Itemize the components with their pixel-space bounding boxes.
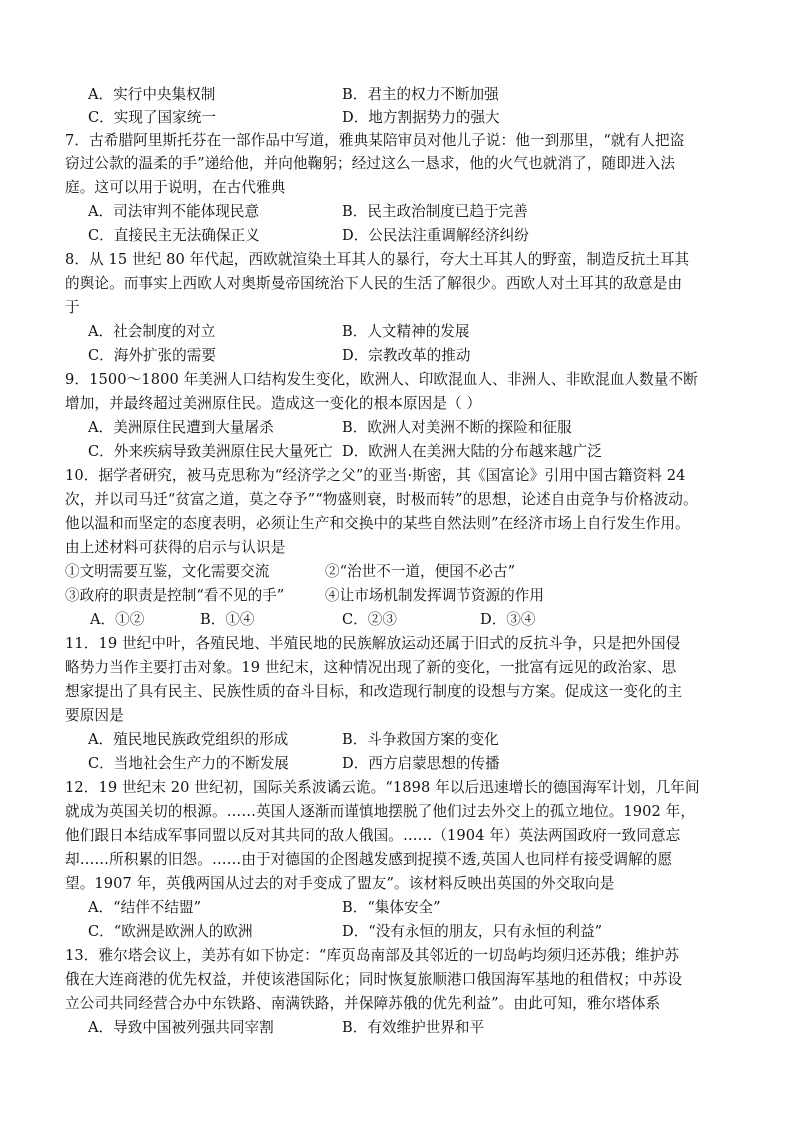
q7-stem-line-1: 7．古希腊阿里斯托芬在一部作品中写道，雅典某陪审员对他儿子说：他一到那里，“就有人把盗 [65, 132, 685, 149]
q13-stem-line-2: 俄在大连商港的优先权益，并使该港国际化；同时恢复旅顺港口俄国海军基地的租借权；中苏设 [65, 971, 683, 988]
q10-stem-line-4: 由上述材料可获得的启示与认识是 [65, 539, 286, 556]
q12-option-b: B．“集体安全” [342, 899, 441, 916]
q11-stem-line-4: 要原因是 [65, 707, 124, 724]
q8-option-b: B．人文精神的发展 [342, 323, 470, 340]
q10-option-b: B．①④ [200, 611, 255, 628]
q13-option-b: B．有效维护世界和平 [342, 1019, 485, 1036]
q8-option-a: A．社会制度的对立 [88, 323, 216, 340]
q12-stem-line-2: 就成为英国关切的根源。……英国人逐渐而谨慎地摆脱了他们过去外交上的孤立地位。1902 年， [65, 803, 696, 820]
q13-option-a: A．导致中国被列强共同宰割 [88, 1019, 274, 1036]
q12-option-d: D．“没有永恒的朋友，只有永恒的利益” [342, 923, 603, 940]
q13-stem-line-1: 13．雅尔塔会议上，美苏有如下协定：“库页岛南部及其邻近的一切岛屿均须归还苏俄；维护苏 [65, 947, 680, 964]
q10-item-1: ①文明需要互鉴，文化需要交流 [65, 563, 270, 580]
q10-stem-line-3: 他以温和而坚定的态度表明，必须让生产和交换中的某些自然法则”在经济市场上自行发生作用。 [65, 515, 690, 532]
q11-stem-line-2: 略势力当作主要打击对象。19 世纪末，这种情况出现了新的变化，一批富有远见的政治家、思 [65, 659, 677, 676]
q12-option-c: C．“欧洲是欧洲人的欧洲 [88, 923, 253, 940]
q7-stem-line-3: 庭。这可以用于说明，在古代雅典 [65, 179, 286, 196]
q6-option-c: C．实现了国家统一 [88, 109, 216, 126]
q12-stem-line-1: 12．19 世纪末 20 世纪初，国际关系波谲云诡。“1898 年以后迅速增长的德国海军计划，几年间 [65, 779, 700, 796]
q9-option-b: B．欧洲人对美洲不断的探险和征服 [342, 419, 572, 436]
q7-stem-line-2: 窃过公款的温柔的手”递给他，并向他鞠躬；经过这么一恳求，他的火气也就消了，随即进入法 [65, 155, 676, 172]
q10-option-a: A．①② [90, 611, 145, 628]
q11-stem-line-3: 想家提出了具有民主、民族性质的奋斗目标，和改造现行制度的设想与方案。促成这一变化的主 [65, 683, 683, 700]
q12-stem-line-3: 他们跟日本结成军事同盟以反对其共同的敌人俄国。……（1904 年）英法两国政府一致同意忘 [65, 827, 681, 844]
q9-stem-line-1: 9．1500～1800 年美洲人口结构发生变化，欧洲人、印欧混血人、非洲人、非欧混血人数量不断 [65, 371, 698, 388]
q8-stem-line-2: 的舆论。而事实上西欧人对奥斯曼帝国统治下人民的生活了解很少。西欧人对土耳其的敌意是由 [65, 275, 683, 292]
q7-option-c: C．直接民主无法确保正义 [88, 227, 260, 244]
q6-option-d: D．地方割据势力的强大 [342, 109, 500, 126]
q9-option-a: A．美洲原住民遭到大量屠杀 [88, 419, 274, 436]
q11-option-d: D．西方启蒙思想的传播 [342, 755, 500, 772]
q10-item-2: ②“治世不一道，便国不必古” [325, 563, 516, 580]
q8-stem-line-3: 于 [65, 299, 80, 316]
q6-option-a: A．实行中央集权制 [88, 86, 216, 103]
q7-option-d: D．公民法注重调解经济纠纷 [342, 227, 529, 244]
q11-option-c: C．当地社会生产力的不断发展 [88, 755, 289, 772]
q11-option-a: A．殖民地民族政党组织的形成 [88, 731, 289, 748]
q10-stem-line-1: 10．据学者研究，被马克思称为“经济学之父”的亚当·斯密，其《国富论》引用中国古籍资料 24 [65, 467, 686, 484]
q9-option-c: C．外来疾病导致美洲原住民大量死亡 [88, 443, 333, 460]
q10-option-c: C．②③ [342, 611, 397, 628]
q12-stem-line-4: 却……所积累的旧怨。……由于对德国的企图越发感到捉摸不透,英国人也同样有接受调解的愿 [65, 851, 673, 868]
q6-option-b: B．君主的权力不断加强 [342, 86, 499, 103]
q8-stem-line-1: 8．从 15 世纪 80 年代起，西欧就渲染土耳其人的暴行，夸大土耳其人的野蛮，制造反抗土耳其 [65, 251, 690, 268]
q8-option-d: D．宗教改革的推动 [342, 347, 471, 364]
q8-option-c: C．海外扩张的需要 [88, 347, 216, 364]
q9-stem-line-2: 增加，并最终超过美洲原住民。造成这一变化的根本原因是（ ） [65, 395, 482, 412]
q12-stem-line-5: 望。1907 年，英俄两国从过去的对手变成了盟友”。该材料反映出英国的外交取向是 [65, 875, 615, 892]
q13-stem-line-3: 立公司共同经营合办中东铁路、南满铁路，并保障苏俄的优先利益”。由此可知，雅尔塔体系 [65, 995, 661, 1012]
q7-option-a: A．司法审判不能体现民意 [88, 203, 260, 220]
q10-item-3: ③政府的职责是控制“看不见的手” [65, 587, 285, 604]
q10-item-4: ④让市场机制发挥调节资源的作用 [325, 587, 544, 604]
q12-option-a: A．“结伴不结盟” [88, 899, 202, 916]
q9-option-d: D．欧洲人在美洲大陆的分布越来越广泛 [342, 443, 602, 460]
q7-option-b: B．民主政治制度已趋于完善 [342, 203, 528, 220]
q10-stem-line-2: 次，并以司马迁“贫富之道，莫之夺予”“物盛则衰，时极而转”的思想，论述自由竞争与价格波动。 [65, 491, 698, 508]
q10-option-d: D．③④ [480, 611, 536, 628]
q11-option-b: B．斗争救国方案的变化 [342, 731, 499, 748]
q11-stem-line-1: 11．19 世纪中叶，各殖民地、半殖民地的民族解放运动还属于旧式的反抗斗争，只是把外国侵 [65, 635, 681, 652]
